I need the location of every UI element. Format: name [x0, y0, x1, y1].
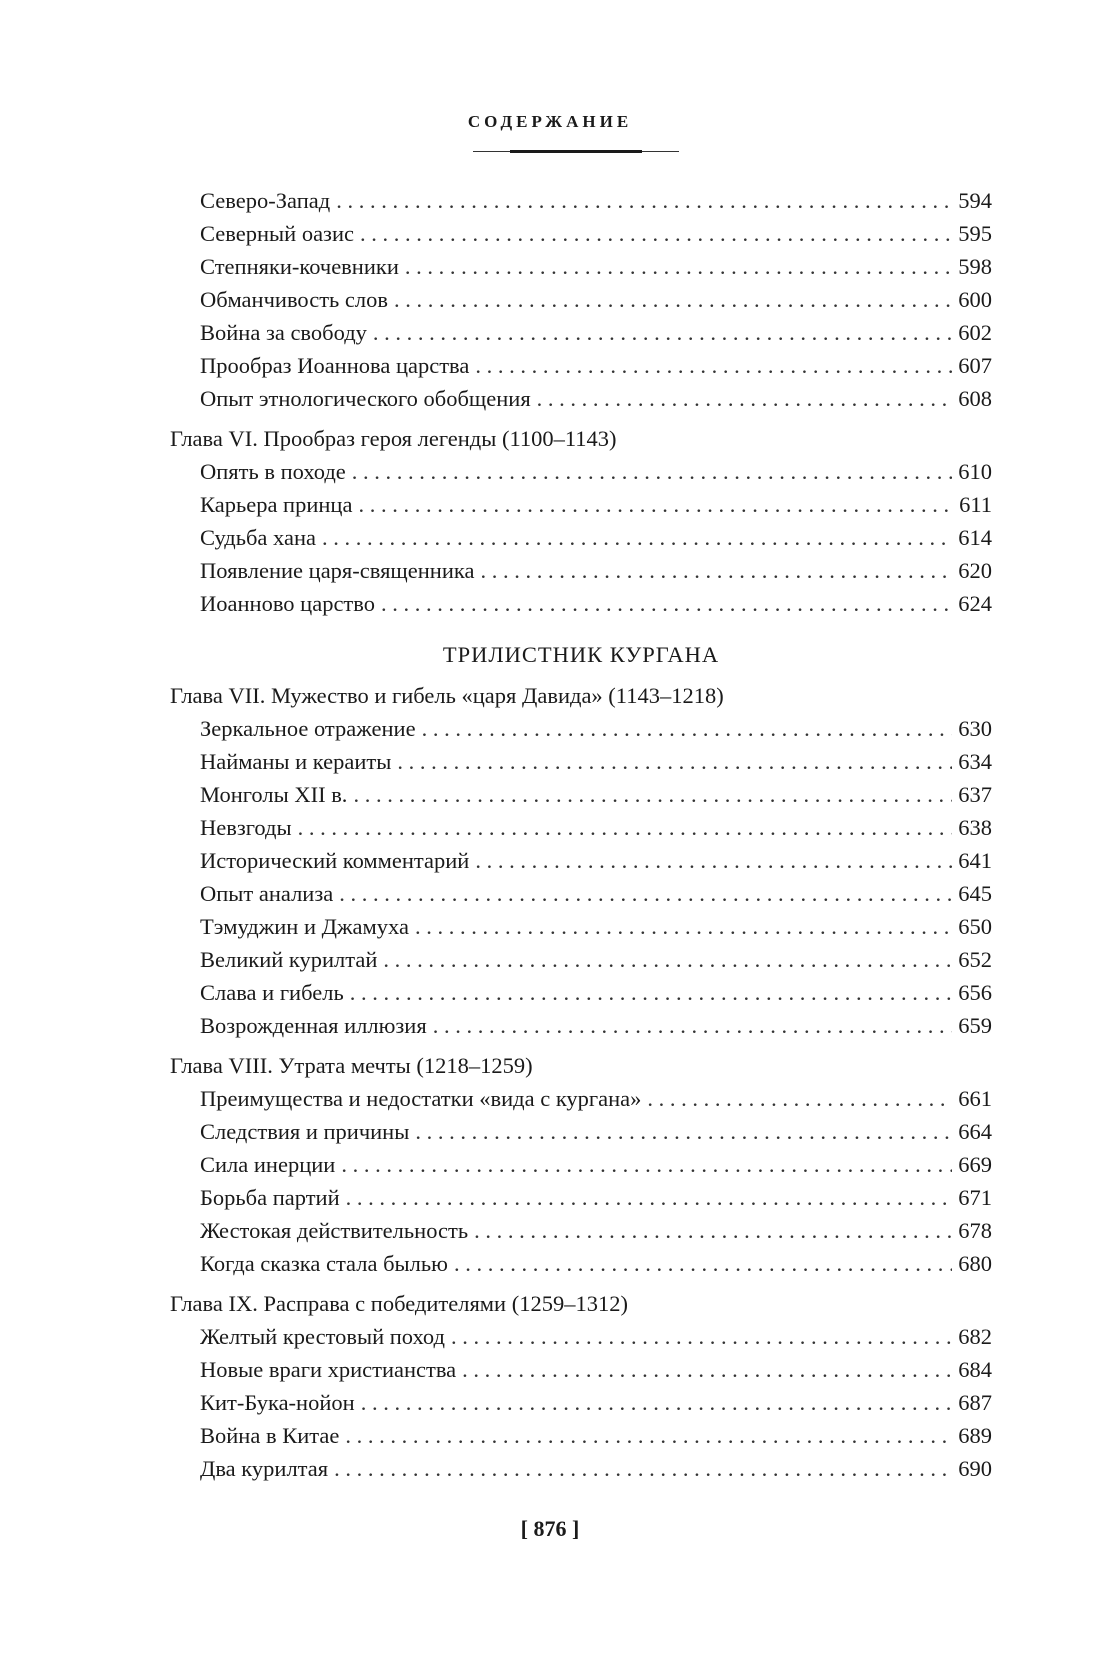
dot-leader	[298, 811, 953, 844]
toc-entry-label: Опыт анализа	[200, 881, 334, 906]
toc-entry	[170, 1148, 992, 1181]
toc-entry-page: 602	[958, 320, 992, 345]
toc-entry-label: Карьера принца	[200, 492, 353, 517]
dot-leader	[360, 217, 952, 250]
toc-entry	[170, 910, 992, 943]
toc-entry-label: Возрожденная иллюзия	[200, 1013, 427, 1038]
toc-entry-label: Прообраз Иоаннова царства	[200, 353, 470, 378]
toc-chapter-heading: Глава VI. Прообраз героя легенды (1100–1143)	[170, 426, 617, 451]
toc-entry-page: 652	[958, 947, 992, 972]
toc-entry-page: 637	[958, 782, 992, 807]
toc-entry-page: 600	[958, 287, 992, 312]
toc-entry-label: Монголы XII в.	[200, 782, 348, 807]
dot-leader	[361, 1386, 953, 1419]
toc-entry-label: Зеркальное отражение	[200, 716, 416, 741]
toc-entry	[170, 217, 992, 250]
dot-leader	[345, 1419, 952, 1452]
toc-entry	[170, 1353, 992, 1386]
dot-leader	[462, 1353, 952, 1386]
toc-entry-label: Появление царя-священника	[200, 558, 475, 583]
dot-leader	[415, 910, 952, 943]
dot-leader	[322, 521, 952, 554]
toc-entry-label: Опять в походе	[200, 459, 346, 484]
header-rule-accent	[510, 150, 642, 153]
toc-entry-label: Следствия и причины	[200, 1119, 410, 1144]
dot-leader	[334, 1452, 952, 1485]
dot-leader	[336, 184, 952, 217]
toc-entry-page: 659	[958, 1013, 992, 1038]
toc-entry-label: Северо-Запад	[200, 188, 331, 213]
toc-entry	[170, 1419, 992, 1452]
toc-entry-label: Два курилтая	[200, 1456, 329, 1481]
toc-entry-page: 620	[958, 558, 992, 583]
toc-entry	[170, 811, 992, 844]
toc-entry-page: 624	[958, 591, 992, 616]
toc-entry-page: 614	[958, 525, 992, 550]
toc-entry-page: 669	[958, 1152, 992, 1177]
toc-entry-page: 611	[959, 492, 992, 517]
toc-entry	[170, 943, 992, 976]
toc-entry	[170, 976, 992, 1009]
toc-entry-label: Иоанново царство	[200, 591, 375, 616]
toc-entry-label: Преимущества и недостатки «вида с кургана»	[200, 1086, 642, 1111]
toc-entry-page: 678	[958, 1218, 992, 1243]
toc-entry-page: 638	[958, 815, 992, 840]
toc-entry	[170, 521, 992, 554]
toc-entry-page: 656	[958, 980, 992, 1005]
toc-entry-label: Исторический комментарий	[200, 848, 470, 873]
dot-leader	[381, 587, 952, 620]
running-head: СОДЕРЖАНИЕ	[467, 112, 633, 131]
dot-leader	[353, 778, 952, 811]
toc-entry-label: Судьба хана	[200, 525, 317, 550]
toc-entry-label: Слава и гибель	[200, 980, 344, 1005]
toc-entry-label: Опыт этнологического обобщения	[200, 386, 531, 411]
dot-leader	[474, 1214, 952, 1247]
toc-entry	[170, 1386, 992, 1419]
table-of-contents	[170, 184, 992, 1485]
toc-entry-page: 689	[958, 1423, 992, 1448]
toc-entry	[170, 877, 992, 910]
toc-entry-page: 630	[958, 716, 992, 741]
dot-leader	[480, 554, 952, 587]
toc-entry	[170, 1452, 992, 1485]
toc-entry	[170, 1009, 992, 1042]
toc-entry-page: 671	[958, 1185, 992, 1210]
toc-entry-label: Сила инерции	[200, 1152, 336, 1177]
toc-entry	[170, 1082, 992, 1115]
toc-entry-page: 680	[958, 1251, 992, 1276]
toc-chapter-heading: Глава VII. Мужество и гибель «царя Давида» (1143–1218)	[170, 683, 724, 708]
dot-leader	[433, 1009, 953, 1042]
toc-entry	[170, 488, 992, 521]
toc-entry-label: Война за свободу	[200, 320, 367, 345]
toc-entry	[170, 1247, 992, 1280]
toc-entry-label: Северный оазис	[200, 221, 354, 246]
toc-entry-page: 594	[958, 188, 992, 213]
toc-section-title: ТРИЛИСТНИК КУРГАНА	[442, 642, 720, 667]
dot-leader	[475, 844, 952, 877]
dot-leader	[451, 1320, 952, 1353]
toc-entry	[170, 1320, 992, 1353]
toc-entry	[170, 587, 992, 620]
dot-leader	[341, 1148, 952, 1181]
dot-leader	[383, 943, 952, 976]
toc-entry-page: 682	[958, 1324, 992, 1349]
toc-entry-page: 598	[958, 254, 992, 279]
toc-entry	[170, 250, 992, 283]
dot-leader	[373, 316, 952, 349]
page-number: [ 876 ]	[520, 1516, 580, 1541]
toc-entry-page: 641	[958, 848, 992, 873]
toc-entry	[170, 382, 992, 415]
dot-leader	[350, 976, 953, 1009]
dot-leader	[415, 1115, 952, 1148]
toc-entry-label: Найманы и кераиты	[200, 749, 392, 774]
toc-entry-page: 610	[958, 459, 992, 484]
toc-entry-page: 664	[958, 1119, 992, 1144]
toc-entry-label: Война в Китае	[200, 1423, 340, 1448]
toc-entry-label: Великий курилтай	[200, 947, 378, 972]
toc-chapter-heading: Глава VIII. Утрата мечты (1218–1259)	[170, 1053, 533, 1078]
toc-entry-label: Невзгоды	[200, 815, 292, 840]
toc-entry	[170, 283, 992, 316]
dot-leader	[475, 349, 952, 382]
dot-leader	[394, 283, 952, 316]
toc-entry-page: 684	[958, 1357, 992, 1382]
toc-entry-page: 607	[958, 353, 992, 378]
toc-entry-label: Кит-Бука-нойон	[200, 1390, 355, 1415]
dot-leader	[647, 1082, 952, 1115]
dot-leader	[358, 488, 953, 521]
toc-entry-page: 690	[958, 1456, 992, 1481]
toc-entry-page: 687	[958, 1390, 992, 1415]
toc-entry-label: Новые враги христианства	[200, 1357, 457, 1382]
dot-leader	[339, 877, 952, 910]
toc-entry	[170, 554, 992, 587]
toc-entry	[170, 844, 992, 877]
dot-leader	[352, 455, 952, 488]
toc-entry	[170, 455, 992, 488]
dot-leader	[397, 745, 952, 778]
toc-entry	[170, 316, 992, 349]
toc-entry-label: Тэмуджин и Джамуха	[200, 914, 409, 939]
toc-entry	[170, 1115, 992, 1148]
toc-chapter-heading: Глава IX. Расправа с победителями (1259–1312)	[170, 1291, 628, 1316]
toc-entry	[170, 184, 992, 217]
toc-entry-page: 608	[958, 386, 992, 411]
toc-entry	[170, 349, 992, 382]
dot-leader	[537, 382, 953, 415]
toc-entry	[170, 1181, 992, 1214]
dot-leader	[422, 712, 953, 745]
toc-entry-label: Желтый крестовый поход	[200, 1324, 445, 1349]
toc-entry-label: Жестокая действительность	[200, 1218, 469, 1243]
toc-entry-label: Обманчивость слов	[200, 287, 389, 312]
toc-entry-page: 595	[958, 221, 992, 246]
toc-entry-page: 634	[958, 749, 992, 774]
toc-entry	[170, 1214, 992, 1247]
toc-entry-page: 645	[958, 881, 992, 906]
dot-leader	[454, 1247, 952, 1280]
toc-entry	[170, 745, 992, 778]
toc-entry	[170, 712, 992, 745]
toc-entry-page: 661	[958, 1086, 992, 1111]
toc-entry	[170, 778, 992, 811]
toc-entry-label: Степняки-кочевники	[200, 254, 399, 279]
dot-leader	[405, 250, 952, 283]
toc-entry-page: 650	[958, 914, 992, 939]
toc-entry-label: Борьба партий	[200, 1185, 340, 1210]
dot-leader	[346, 1181, 953, 1214]
toc-entry-label: Когда сказка стала былью	[200, 1251, 448, 1276]
